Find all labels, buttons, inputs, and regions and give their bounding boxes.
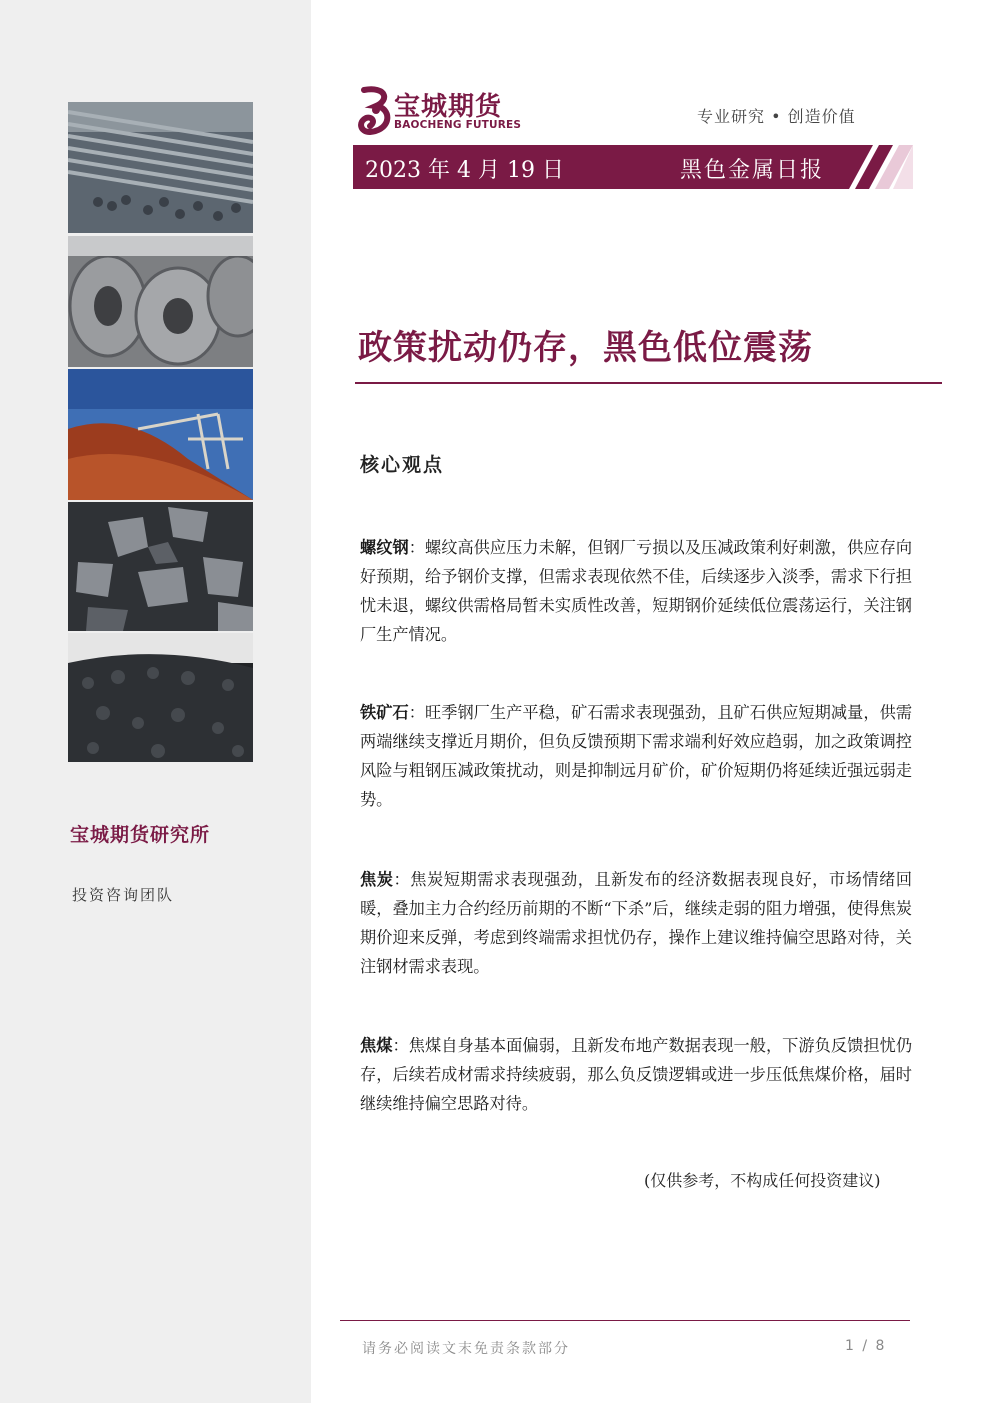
disclaimer: (仅供参考，不构成任何投资建议) <box>644 1171 881 1190</box>
paragraph-text: 螺纹高供应压力未解，但钢厂亏损以及压减政策利好刺激，供应存向好预期，给予钢价支撑，但需求表现依然不佳，后续逐步入淡季，需求下行担忧未退，螺纹供需格局暂未实质性改善，短期钢价延续低位震荡运行，关注钢厂生产情况。 <box>360 538 913 644</box>
logo-text-en: BAOCHENG FUTURES <box>394 119 522 131</box>
paragraph-iron-ore <box>360 698 912 814</box>
footer-note: 请务必阅读文末免责条款部分 <box>362 1341 570 1357</box>
paragraph-text: 焦煤自身基本面偏弱，且新发布地产数据表现一般，下游负反馈担忧仍存，后续若成材需求持续疲弱，那么负反馈逻辑或进一步压低焦煤价格，届时继续维持偏空思路对待。 <box>360 1036 913 1113</box>
paragraph-label: 铁矿石 <box>360 703 409 722</box>
label-separator: ： <box>408 538 425 557</box>
paragraph-label: 焦炭 <box>360 870 394 889</box>
paragraph-coking-coal <box>360 1031 912 1118</box>
slogan: 专业研究 • 创造价值 <box>697 107 856 126</box>
coking-coal-photo <box>68 633 253 762</box>
label-separator: ： <box>393 870 411 889</box>
rebar-photo <box>68 102 253 233</box>
label-separator: ： <box>392 1036 409 1055</box>
iron-ore-photo <box>68 369 253 500</box>
paragraph-label: 焦煤 <box>360 1036 393 1055</box>
logo-text: 宝城期货 <box>394 92 503 122</box>
report-title: 政策扰动仍存，黑色低位震荡 <box>358 328 813 368</box>
coke-photo <box>68 502 253 631</box>
title-divider <box>355 382 942 384</box>
page-number: 1 / 8 <box>845 1338 887 1354</box>
steel-coil-photo <box>68 236 253 367</box>
sidebar <box>0 0 311 1403</box>
paragraph-rebar <box>360 533 912 649</box>
paragraph-label: 螺纹钢 <box>360 538 409 557</box>
paragraph-text: 焦炭短期需求表现强劲，且新发布的经济数据表现良好，市场情绪回暖，叠加主力合约经历前期的不断“下杀”后，继续走弱的阻力增强，使得焦炭期价迎来反弹，考虑到终端需求担忧仍存，操作上建议维持偏空思路对待，关注钢材需求表现。 <box>360 870 913 976</box>
label-separator: ： <box>408 703 425 722</box>
report-type: 黑色金属日报 <box>680 158 825 183</box>
logo-icon <box>356 86 396 136</box>
report-date: 2023 年 4 月 19 日 <box>365 158 564 183</box>
team-name: 投资咨询团队 <box>72 886 175 904</box>
section-heading: 核心观点 <box>360 454 445 476</box>
footer-divider <box>340 1320 910 1321</box>
paragraph-coke <box>360 865 912 981</box>
paragraph-text: 旺季钢厂生产平稳，矿石需求表现强劲，且矿石供应短期减量，供需两端继续支撑近月期价，但负反馈预期下需求端利好效应趋弱，加之政策调控风险与粗钢压减政策扰动，则是抑制远月矿价，矿价短期仍将延续近强远弱走势。 <box>360 703 913 809</box>
institute-name: 宝城期货研究所 <box>70 824 211 846</box>
